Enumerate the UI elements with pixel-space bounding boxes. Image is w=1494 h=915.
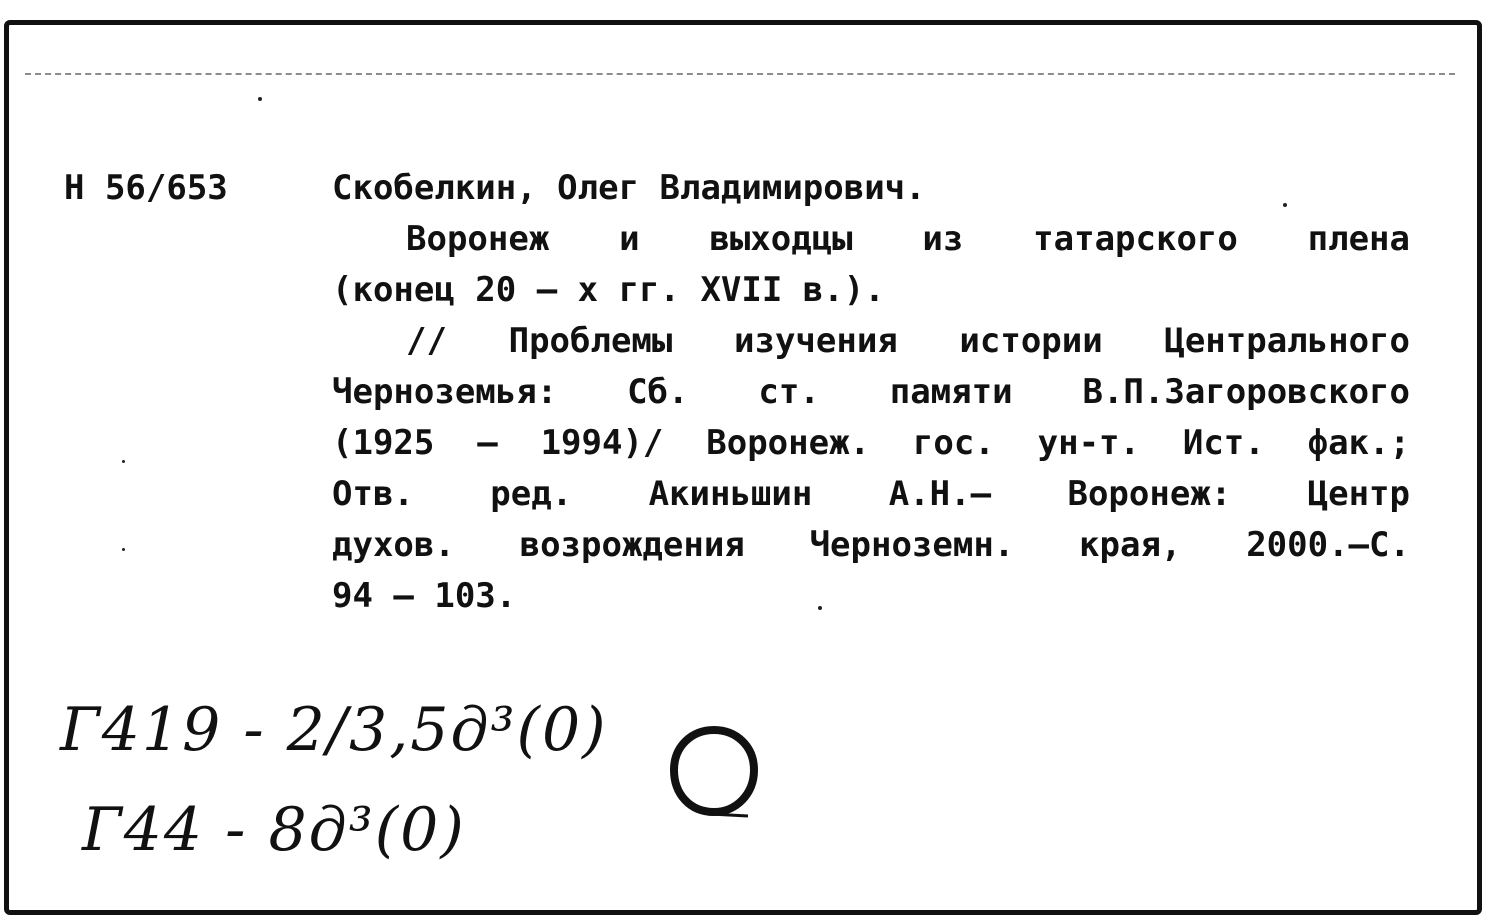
handwritten-classification-2: Г44 - 8д³(0) [82, 795, 466, 865]
source-line-5: духов. возрождения Черноземн. края, 2000.–С. [332, 525, 1410, 565]
ink-speck [122, 460, 125, 463]
source-line-2: Черноземья: Сб. ст. памяти В.П.Загоровского [332, 372, 1410, 412]
source-line-4: Отв. ред. Акиньшин А.Н.– Воронеж: Центр [332, 474, 1410, 514]
source-line-6: 94 – 103. [332, 576, 517, 616]
source-line-3: (1925 – 1994)/ Воронеж. гос. ун-т. Ист. фак.; [332, 423, 1410, 463]
circle-stamp-icon [664, 722, 764, 822]
ink-speck [122, 548, 125, 551]
shelf-mark: Н 56/653 [64, 168, 228, 208]
bibliographic-entry [332, 163, 1410, 622]
author-line: Скобелкин, Олег Владимирович. [332, 168, 926, 208]
source-line-1: // Проблемы изучения истории Центрального [406, 321, 1410, 361]
title-line-1: Воронеж и выходцы из татарского плена [406, 219, 1410, 259]
top-rule [25, 73, 1455, 75]
ink-speck [258, 97, 262, 101]
handwritten-classification-1: Г419 - 2/3,5д³(0) [60, 695, 608, 765]
title-line-2: (конец 20 – х гг. XVII в.). [332, 270, 885, 310]
